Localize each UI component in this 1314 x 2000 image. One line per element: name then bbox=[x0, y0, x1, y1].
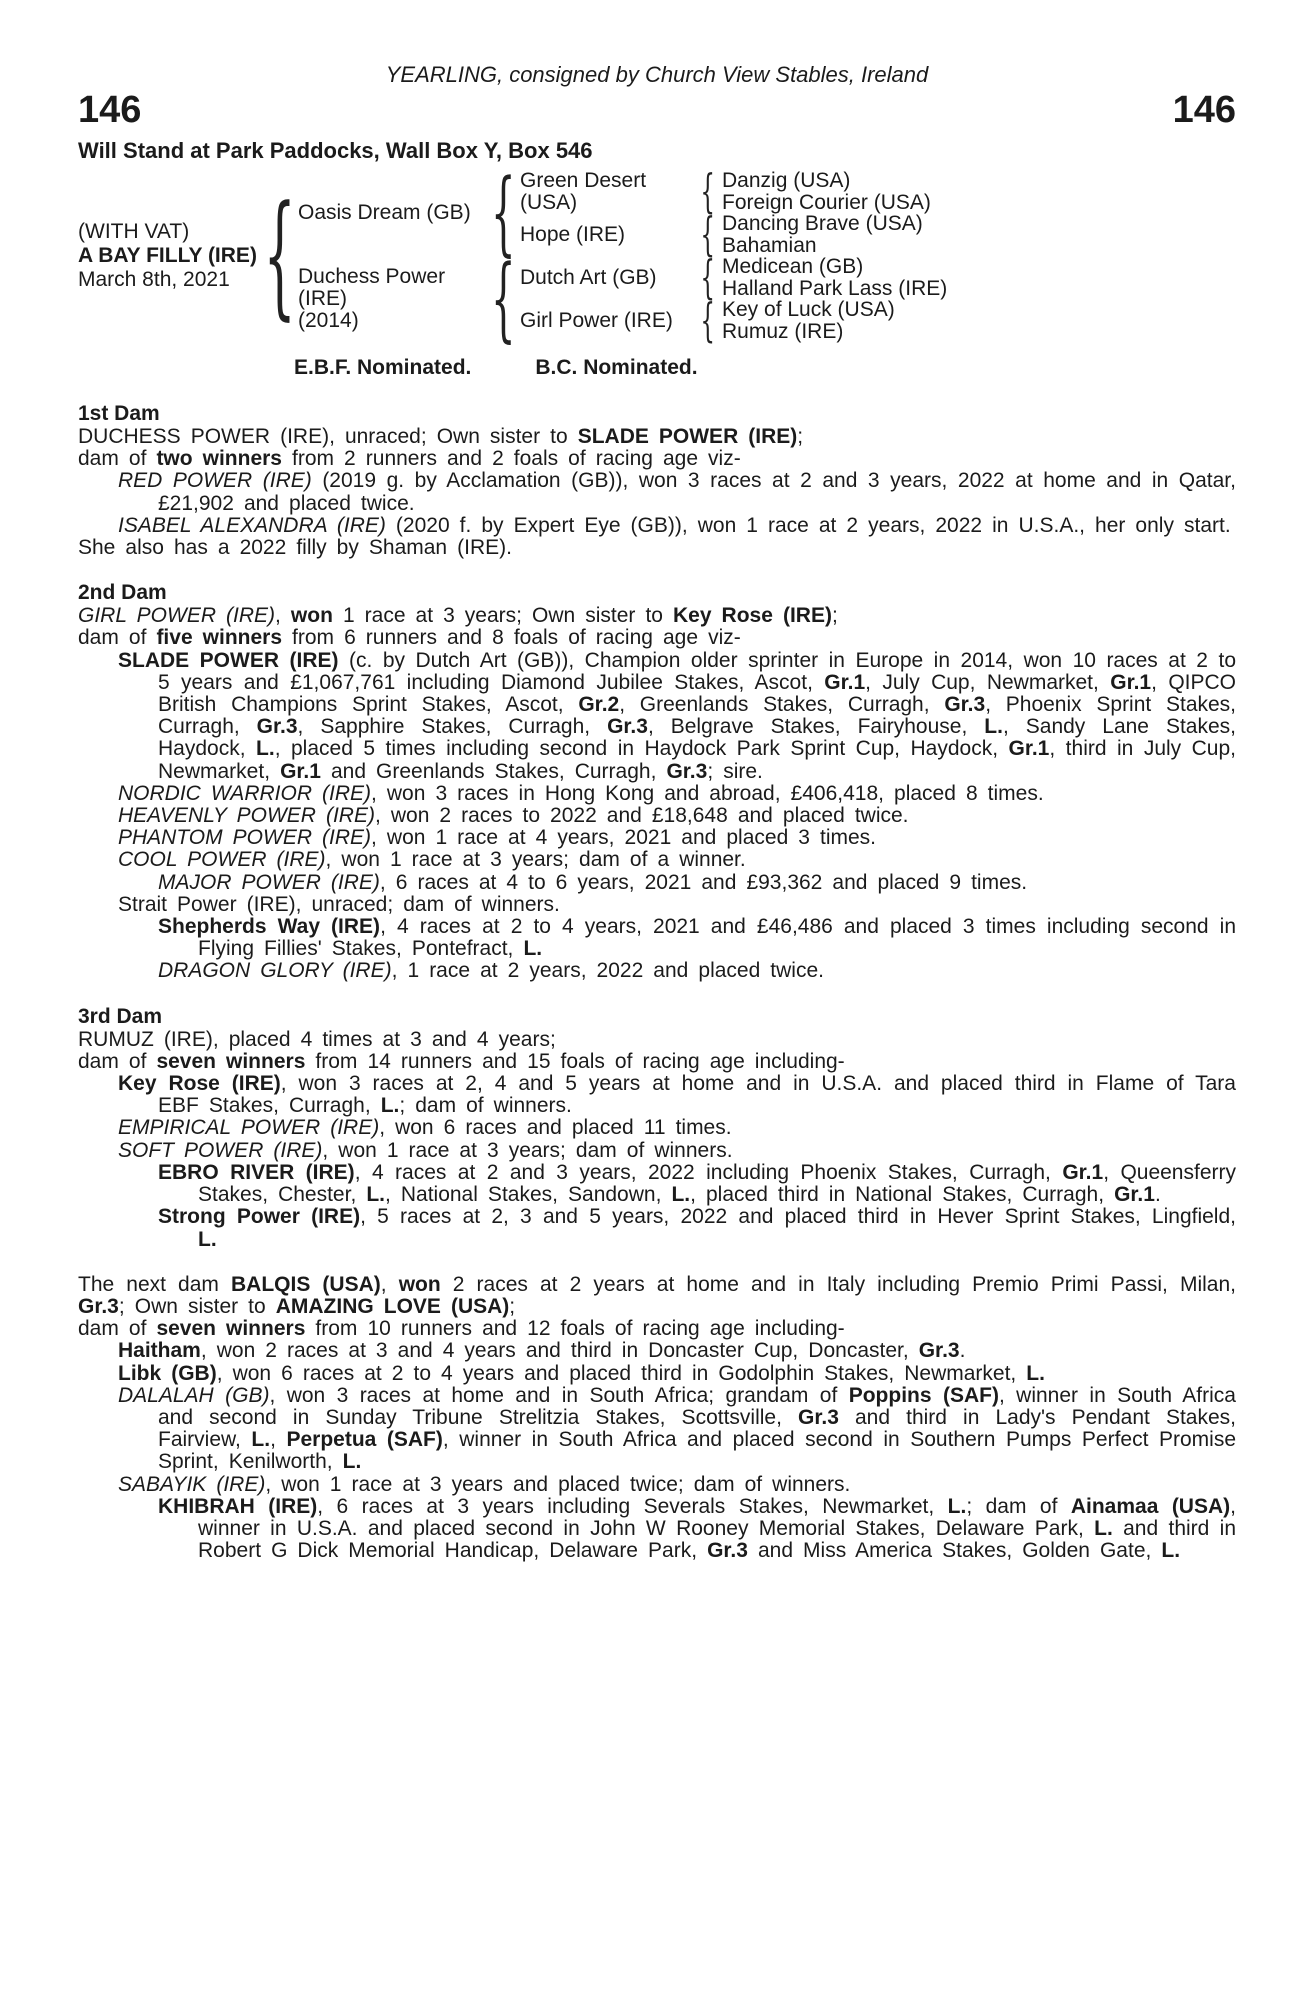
plain-text: , won 2 races to 2022 and £18,648 and placed twice. bbox=[374, 804, 909, 828]
italic-horse-name: ISABEL ALEXANDRA (IRE) bbox=[118, 513, 386, 537]
grandsire-brace: { bbox=[700, 164, 716, 219]
bold-text: Gr.3 bbox=[918, 1339, 960, 1363]
pedigree-paragraph bbox=[78, 849, 1236, 871]
plain-text: from 6 runners and 8 foals of racing age viz- bbox=[282, 626, 741, 650]
pedigree-paragraph bbox=[78, 1051, 1236, 1073]
bold-text: SLADE POWER (IRE) bbox=[118, 648, 339, 672]
pedigree-paragraph bbox=[78, 537, 1236, 559]
plain-text: , bbox=[380, 1272, 399, 1296]
bold-text: Gr.3 bbox=[607, 715, 648, 739]
bold-text: L. bbox=[256, 737, 275, 761]
plain-text: from 10 runners and 12 foals of racing age including- bbox=[305, 1317, 845, 1341]
great-granddam-name: Halland Park Lass (IRE) bbox=[722, 276, 948, 300]
plain-text: ; dam of bbox=[966, 1494, 1071, 1518]
granddam-row bbox=[520, 207, 931, 262]
plain-text: , July Cup, Newmarket, bbox=[865, 670, 1111, 694]
bold-text: Poppins (SAF) bbox=[848, 1383, 999, 1407]
subject-block bbox=[78, 220, 264, 292]
great-grandparent-pair bbox=[722, 256, 947, 299]
parents-column bbox=[298, 159, 948, 353]
bold-text: Perpetua (SAF) bbox=[286, 1428, 443, 1452]
pedigree-paragraph bbox=[78, 1117, 1236, 1139]
dam-brace: { bbox=[490, 245, 516, 353]
plain-text: , Belgrave Stakes, Fairyhouse, bbox=[647, 715, 985, 739]
grandsire-brace: { bbox=[700, 250, 716, 305]
bold-text: Gr.1 bbox=[1114, 1183, 1155, 1207]
pedigree-paragraph bbox=[78, 1029, 1236, 1051]
bold-text: Gr.3 bbox=[944, 693, 986, 717]
bold-text: Gr.1 bbox=[280, 759, 321, 783]
plain-text: (c. by Dutch Art (GB)), Champion older sprinter in Europe in 2014, won 10 races at 2 to 5 years and £1,067,761 including Diamond Jubilee Stakes, Ascot, bbox=[158, 648, 1236, 694]
plain-text: dam of bbox=[78, 1317, 157, 1341]
pedigree-paragraph bbox=[78, 426, 1236, 448]
pedigree-paragraph bbox=[78, 960, 1236, 982]
stand-location: Will Stand at Park Paddocks, Wall Box Y, Box 546 bbox=[78, 138, 593, 163]
plain-text: RUMUZ (IRE), placed 4 times at 3 and 4 years; bbox=[78, 1027, 556, 1051]
pedigree-paragraph bbox=[78, 448, 1236, 470]
grandsire-row bbox=[520, 250, 948, 305]
italic-horse-name: PHANTOM POWER (IRE) bbox=[118, 826, 372, 850]
pedigree-paragraph bbox=[78, 916, 1236, 960]
bc-nominated-label: B.C. Nominated. bbox=[535, 356, 698, 379]
plain-text: dam of bbox=[78, 626, 157, 650]
plain-text: , 4 races at 2 and 3 years, 2022 including Phoenix Stakes, Curragh, bbox=[354, 1160, 1063, 1184]
italic-horse-name: EMPIRICAL POWER (IRE) bbox=[118, 1116, 380, 1140]
bold-text: won bbox=[398, 1272, 441, 1296]
bold-text: Key Rose (IRE) bbox=[673, 604, 832, 628]
italic-horse-name: GIRL POWER (IRE) bbox=[78, 604, 276, 628]
dam-heading: 2nd Dam bbox=[78, 581, 167, 605]
pedigree-paragraph bbox=[78, 783, 1236, 805]
bold-text: Gr.3 bbox=[707, 1539, 748, 1563]
dam-section bbox=[78, 1274, 1236, 1563]
plain-text: from 2 runners and 2 foals of racing age viz- bbox=[281, 447, 741, 471]
great-grandparent-pair bbox=[722, 299, 895, 342]
plain-text: ; bbox=[831, 604, 838, 628]
plain-text: , third in July Cup, Newmarket, bbox=[158, 737, 1236, 783]
bold-text: Haitham bbox=[118, 1339, 201, 1363]
lot-number-row bbox=[78, 90, 1236, 130]
plain-text: , Phoenix Sprint Stakes, Curragh, bbox=[158, 693, 1237, 739]
plain-text: , placed 5 times including second in Haydock Park Sprint Cup, Haydock, bbox=[274, 737, 1009, 761]
vat-note: (WITH VAT) bbox=[78, 220, 190, 243]
bold-text: L. bbox=[1161, 1539, 1181, 1563]
plain-text: , won 1 race at 3 years; dam of winners. bbox=[322, 1138, 733, 1162]
dam-name-block bbox=[298, 266, 490, 332]
nominations-row bbox=[294, 356, 1236, 380]
consignor-line: YEARLING, consigned by Church View Stables, Ireland bbox=[385, 62, 929, 87]
plain-text: , won 3 races at home and in South Africa; grandam of bbox=[269, 1383, 849, 1407]
great-granddam-name: Bahamian bbox=[722, 233, 817, 257]
pedigree-chart bbox=[78, 159, 1236, 353]
granddam-row bbox=[520, 293, 947, 348]
plain-text: ; dam of winners. bbox=[399, 1094, 572, 1118]
plain-text: (2019 g. by Acclamation (GB)), won 3 races at 2 and 3 years, 2022 at home and in Qatar, £21,902 and placed twice. bbox=[158, 469, 1236, 515]
italic-horse-name: SOFT POWER (IRE) bbox=[118, 1138, 323, 1162]
plain-text: , Queensferry Stakes, Chester, bbox=[198, 1160, 1236, 1207]
pedigree-paragraph bbox=[78, 894, 1236, 916]
bold-text: L. bbox=[671, 1183, 691, 1207]
granddam-brace: { bbox=[700, 293, 716, 348]
italic-horse-name: MAJOR POWER (IRE) bbox=[158, 870, 380, 894]
pedigree-paragraph bbox=[78, 1206, 1236, 1250]
plain-text: , National Stakes, Sandown, bbox=[384, 1183, 672, 1207]
dam-year: (2014) bbox=[298, 309, 359, 332]
lot-number-right: 146 bbox=[1172, 89, 1236, 131]
plain-text: . bbox=[1154, 1183, 1161, 1207]
grandsire-name: Green Desert (USA) bbox=[520, 169, 647, 214]
bold-text: Key Rose (IRE) bbox=[118, 1072, 281, 1096]
plain-text: dam of bbox=[78, 1049, 157, 1073]
sire-grandparents bbox=[520, 164, 931, 262]
pedigree-paragraph bbox=[78, 805, 1236, 827]
plain-text: 2 races at 2 years at home and in Italy including Premio Primi Passi, Milan, bbox=[440, 1272, 1236, 1296]
italic-horse-name: NORDIC WARRIOR (IRE) bbox=[118, 781, 372, 805]
great-grandsire-name: Dancing Brave (USA) bbox=[722, 212, 923, 235]
plain-text: , 1 race at 2 years, 2022 and placed twice. bbox=[391, 959, 824, 983]
dam-section bbox=[78, 1006, 1236, 1251]
bold-text: L. bbox=[198, 1227, 217, 1251]
bold-text: BALQIS (USA) bbox=[231, 1272, 381, 1296]
italic-horse-name: COOL POWER (IRE) bbox=[118, 848, 326, 872]
bold-text: seven winners bbox=[156, 1317, 306, 1341]
plain-text: , won 3 races in Hong Kong and abroad, £406,418, placed 8 times. bbox=[371, 781, 1044, 805]
plain-text: DUCHESS POWER (IRE), unraced; Own sister to bbox=[78, 425, 578, 448]
sire-name: Oasis Dream (GB) bbox=[298, 201, 471, 224]
plain-text: and third in Robert G Dick Memorial Handicap, Delaware Park, bbox=[198, 1516, 1236, 1563]
italic-horse-name: SABAYIK (IRE) bbox=[118, 1472, 266, 1496]
bold-text: Gr.1 bbox=[824, 670, 866, 694]
great-grandsire-name: Key of Luck (USA) bbox=[722, 298, 895, 321]
italic-horse-name: DALALAH (GB) bbox=[118, 1383, 270, 1407]
pedigree-paragraph bbox=[78, 1162, 1236, 1206]
great-grandparent-pair bbox=[722, 170, 931, 213]
plain-text: and third in Lady's Pendant Stakes, Fairview, bbox=[158, 1405, 1236, 1452]
plain-text: (2020 f. by Expert Eye (GB)), won 1 race at 2 years, 2022 in U.S.A., her only start. bbox=[385, 513, 1231, 537]
italic-horse-name: RED POWER (IRE) bbox=[118, 469, 312, 493]
plain-text: , 5 races at 2, 3 and 5 years, 2022 and placed third in Hever Sprint Stakes, Lingfield, bbox=[360, 1205, 1236, 1229]
bold-text: Gr.3 bbox=[78, 1294, 119, 1318]
granddam-name: Hope (IRE) bbox=[520, 222, 626, 246]
plain-text: She also has a 2022 filly by Shaman (IRE). bbox=[78, 536, 512, 560]
plain-text: 1 race at 3 years; Own sister to bbox=[332, 604, 673, 628]
plain-text: , winner in South Africa and second in Sunday Tribune Strelitzia Stakes, Scottsville, bbox=[158, 1383, 1236, 1429]
bold-text: L. bbox=[947, 1494, 967, 1518]
pedigree-paragraph bbox=[78, 1073, 1236, 1117]
plain-text: , Greenlands Stakes, Curragh, bbox=[619, 693, 945, 717]
pedigree-paragraph bbox=[78, 872, 1236, 894]
bold-text: AMAZING LOVE (USA) bbox=[275, 1294, 510, 1318]
granddam-name: Girl Power (IRE) bbox=[520, 308, 673, 332]
grandsire-row bbox=[520, 164, 931, 219]
bold-text: Gr.3 bbox=[256, 715, 298, 739]
bold-text: seven winners bbox=[156, 1049, 306, 1073]
great-grandsire-name: Danzig (USA) bbox=[722, 169, 851, 192]
bold-text: Strong Power (IRE) bbox=[158, 1205, 361, 1229]
ebf-nominated-label: E.B.F. Nominated. bbox=[294, 356, 472, 379]
sire-brace: { bbox=[490, 159, 516, 267]
generation1-brace: { bbox=[263, 177, 297, 334]
pedigree-paragraph bbox=[78, 1385, 1236, 1474]
great-grandsire-name: Medicean (GB) bbox=[722, 255, 864, 278]
bold-text: L. bbox=[342, 1450, 362, 1474]
plain-text: , winner in U.S.A. and placed second in John W Rooney Memorial Stakes, Delaware Park, bbox=[198, 1494, 1236, 1540]
plain-text: , bbox=[270, 1428, 287, 1452]
bold-text: Shepherds Way (IRE) bbox=[158, 915, 381, 939]
bold-text: Libk (GB) bbox=[118, 1361, 217, 1385]
dam-name: Duchess Power (IRE) bbox=[298, 265, 446, 310]
pedigree-paragraph bbox=[78, 605, 1236, 627]
bold-text: won bbox=[290, 604, 333, 628]
pedigree-paragraph bbox=[78, 1140, 1236, 1162]
pedigree-paragraph bbox=[78, 515, 1236, 537]
bold-text: L. bbox=[366, 1183, 385, 1207]
bold-text: five winners bbox=[156, 626, 283, 650]
bold-text: L. bbox=[984, 715, 1003, 739]
dam-grandparents bbox=[520, 250, 948, 348]
bold-text: Gr.1 bbox=[1110, 670, 1152, 694]
plain-text: , winner in South Africa and placed second in Southern Pumps Perfect Promise Sprint, Kenilworth, bbox=[158, 1428, 1236, 1474]
bold-text: KHIBRAH (IRE) bbox=[158, 1494, 318, 1518]
dam-heading: 1st Dam bbox=[78, 402, 160, 425]
plain-text: ; bbox=[797, 425, 804, 448]
bold-text: L. bbox=[1094, 1516, 1113, 1540]
dam-heading: 3rd Dam bbox=[78, 1004, 163, 1028]
granddam-brace: { bbox=[700, 207, 716, 262]
bold-text: Gr.2 bbox=[578, 693, 620, 717]
plain-text: , won 1 race at 4 years, 2021 and placed 3 times. bbox=[371, 826, 877, 850]
dam-section bbox=[78, 403, 1236, 559]
plain-text: Strait Power (IRE), unraced; dam of winners. bbox=[118, 892, 560, 916]
subject-foaling-date: March 8th, 2021 bbox=[78, 268, 230, 291]
bold-text: L. bbox=[523, 937, 543, 961]
plain-text: , won 1 race at 3 years and placed twice; dam of winners. bbox=[265, 1472, 851, 1496]
bold-text: EBRO RIVER (IRE) bbox=[158, 1160, 355, 1184]
pedigree-paragraph bbox=[78, 470, 1236, 514]
great-grandparent-pair bbox=[722, 213, 923, 256]
pedigree-paragraph bbox=[78, 1496, 1236, 1563]
plain-text: from 14 runners and 15 foals of racing age including- bbox=[305, 1049, 845, 1073]
plain-text: , placed third in National Stakes, Curragh, bbox=[690, 1183, 1115, 1207]
dam-section bbox=[78, 582, 1236, 982]
bold-text: Gr.3 bbox=[798, 1405, 839, 1429]
pedigree-paragraph bbox=[78, 827, 1236, 849]
plain-text: and Greenlands Stakes, Curragh, bbox=[320, 759, 667, 783]
bold-text: Gr.1 bbox=[1008, 737, 1050, 761]
plain-text: ; sire. bbox=[707, 759, 763, 783]
bold-text: Gr.3 bbox=[666, 759, 708, 783]
plain-text: , 4 races at 2 to 4 years, 2021 and £46,486 and placed 3 times including second in Flying Fillies' Stakes, Pontefract, bbox=[198, 915, 1236, 961]
plain-text: , won 6 races and placed 11 times. bbox=[379, 1116, 732, 1140]
plain-text: , won 6 races at 2 to 4 years and placed third in Godolphin Stakes, Newmarket, bbox=[216, 1361, 1027, 1385]
pedigree-paragraph bbox=[78, 1363, 1236, 1385]
subject-name: A BAY FILLY (IRE) bbox=[78, 244, 257, 267]
plain-text: ; bbox=[509, 1294, 516, 1318]
pedigree-paragraph bbox=[78, 1318, 1236, 1340]
pedigree-paragraph bbox=[78, 650, 1236, 783]
great-granddam-name: Rumuz (IRE) bbox=[722, 319, 844, 343]
plain-text: . bbox=[959, 1339, 966, 1363]
plain-text: and Miss America Stakes, Golden Gate, bbox=[747, 1539, 1162, 1563]
plain-text: , Sapphire Stakes, Curragh, bbox=[297, 715, 608, 739]
pedigree-paragraph bbox=[78, 1474, 1236, 1496]
plain-text: , won 1 race at 3 years; dam of a winner. bbox=[325, 848, 746, 872]
italic-horse-name: DRAGON GLORY (IRE) bbox=[158, 959, 392, 983]
plain-text: , 6 races at 3 years including Severals Stakes, Newmarket, bbox=[317, 1494, 948, 1518]
plain-text: ; Own sister to bbox=[118, 1294, 276, 1318]
great-granddam-name: Foreign Courier (USA) bbox=[722, 190, 931, 214]
bold-text: Gr.1 bbox=[1062, 1160, 1104, 1184]
pedigree-paragraph bbox=[78, 1340, 1236, 1362]
plain-text: , Sandy Lane Stakes, Haydock, bbox=[158, 715, 1236, 761]
pedigree-paragraph bbox=[78, 627, 1236, 649]
bold-text: two winners bbox=[156, 447, 282, 471]
plain-text: , won 2 races at 3 and 4 years and third in Doncaster Cup, Doncaster, bbox=[200, 1339, 919, 1363]
bold-text: L. bbox=[380, 1094, 400, 1118]
bold-text: L. bbox=[251, 1428, 271, 1452]
plain-text: The next dam bbox=[78, 1272, 231, 1296]
lot-number-left: 146 bbox=[78, 89, 142, 131]
plain-text: , won 3 races at 2, 4 and 5 years at home and in U.S.A. and placed third in Flame of Tara EBF Stakes, Curragh, bbox=[158, 1072, 1236, 1118]
bold-text: SLADE POWER (IRE) bbox=[577, 425, 798, 448]
catalogue-sections bbox=[78, 403, 1236, 1562]
plain-text: dam of bbox=[78, 447, 157, 471]
italic-horse-name: HEAVENLY POWER (IRE) bbox=[118, 804, 375, 828]
pedigree-paragraph bbox=[78, 1274, 1236, 1318]
bold-text: Ainamaa (USA) bbox=[1070, 1494, 1231, 1518]
plain-text: , QIPCO British Champions Sprint Stakes, Ascot, bbox=[158, 670, 1236, 717]
bold-text: L. bbox=[1026, 1361, 1045, 1385]
grandsire-name: Dutch Art (GB) bbox=[520, 265, 657, 289]
plain-text: , bbox=[275, 604, 291, 628]
plain-text: , 6 races at 4 to 6 years, 2021 and £93,362 and placed 9 times. bbox=[379, 870, 1028, 894]
